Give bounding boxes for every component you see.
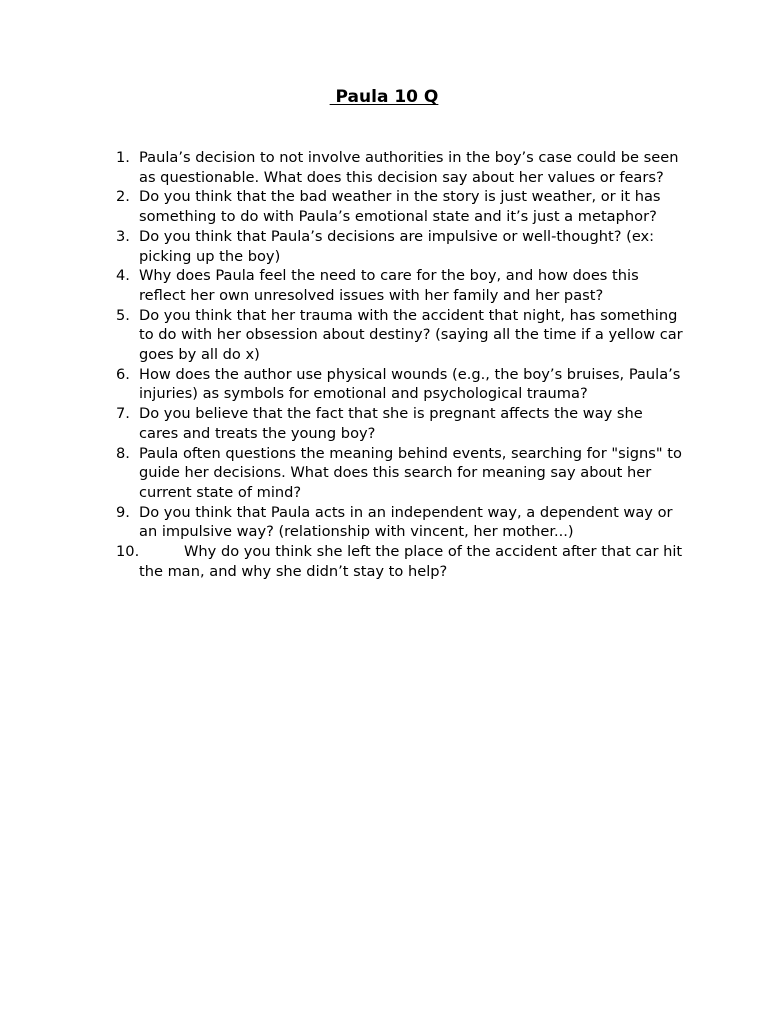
- page-title-text: Paula 10 Q: [329, 87, 439, 107]
- question-text: Paula’s decision to not involve authorities in the boy’s case could be seen as questionable. What does this decision say about her values or fears?: [139, 149, 679, 186]
- question-number: 2.: [116, 188, 130, 206]
- question-text: Do you think that Paula acts in an independent way, a dependent way or an impulsive way? (relationship with vincent, her mother...): [139, 503, 673, 541]
- question-text: Do you think that her trauma with the accident that night, has something to do with her obsession about destiny? (saying all the time if a yellow car goes by all do x): [139, 306, 683, 364]
- question-list: [116, 148, 684, 581]
- question-number: 4.: [116, 267, 130, 285]
- question-text: Paula often questions the meaning behind events, searching for "signs" to guide her decisions. What does this search for meaning say about her current state of mind?: [139, 444, 682, 501]
- question-number: 3.: [116, 227, 130, 245]
- question-number: 6.: [116, 365, 130, 383]
- question-item-6: [116, 365, 684, 404]
- question-text: Why does Paula feel the need to care for the boy, and how does this reflect her own unresolved issues with her family and her past?: [139, 267, 639, 304]
- question-item-9: [116, 503, 684, 542]
- question-text: Do you believe that the fact that she is pregnant affects the way she cares and treats the young boy?: [139, 405, 643, 442]
- question-item-10: [116, 542, 684, 581]
- question-text: Do you think that Paula’s decisions are impulsive or well-thought? (ex: picking up the boy): [139, 227, 655, 265]
- question-item-1: [116, 148, 684, 187]
- page-title: [0, 87, 768, 107]
- question-text: Do you think that the bad weather in the story is just weather, or it has something to do with Paula’s emotional state and it’s just a metaphor?: [139, 188, 661, 226]
- question-item-4: [116, 266, 684, 305]
- question-item-7: [116, 404, 684, 443]
- question-number: 10.: [116, 543, 140, 561]
- question-item-5: [116, 306, 684, 365]
- question-text: How does the author use physical wounds (e.g., the boy’s bruises, Paula’s injuries) as symbols for emotional and psychological trauma?: [139, 365, 681, 403]
- question-number: 8.: [116, 444, 130, 462]
- question-item-8: [116, 444, 684, 503]
- question-number: 9.: [116, 503, 130, 521]
- question-number: 7.: [116, 405, 130, 423]
- question-number: 1.: [116, 149, 130, 166]
- question-item-2: [116, 187, 684, 226]
- question-text: Why do you think she left the place of the accident after that car hit the man, and why she didn’t stay to help?: [139, 543, 683, 580]
- question-number: 5.: [116, 306, 130, 324]
- question-item-3: [116, 227, 684, 266]
